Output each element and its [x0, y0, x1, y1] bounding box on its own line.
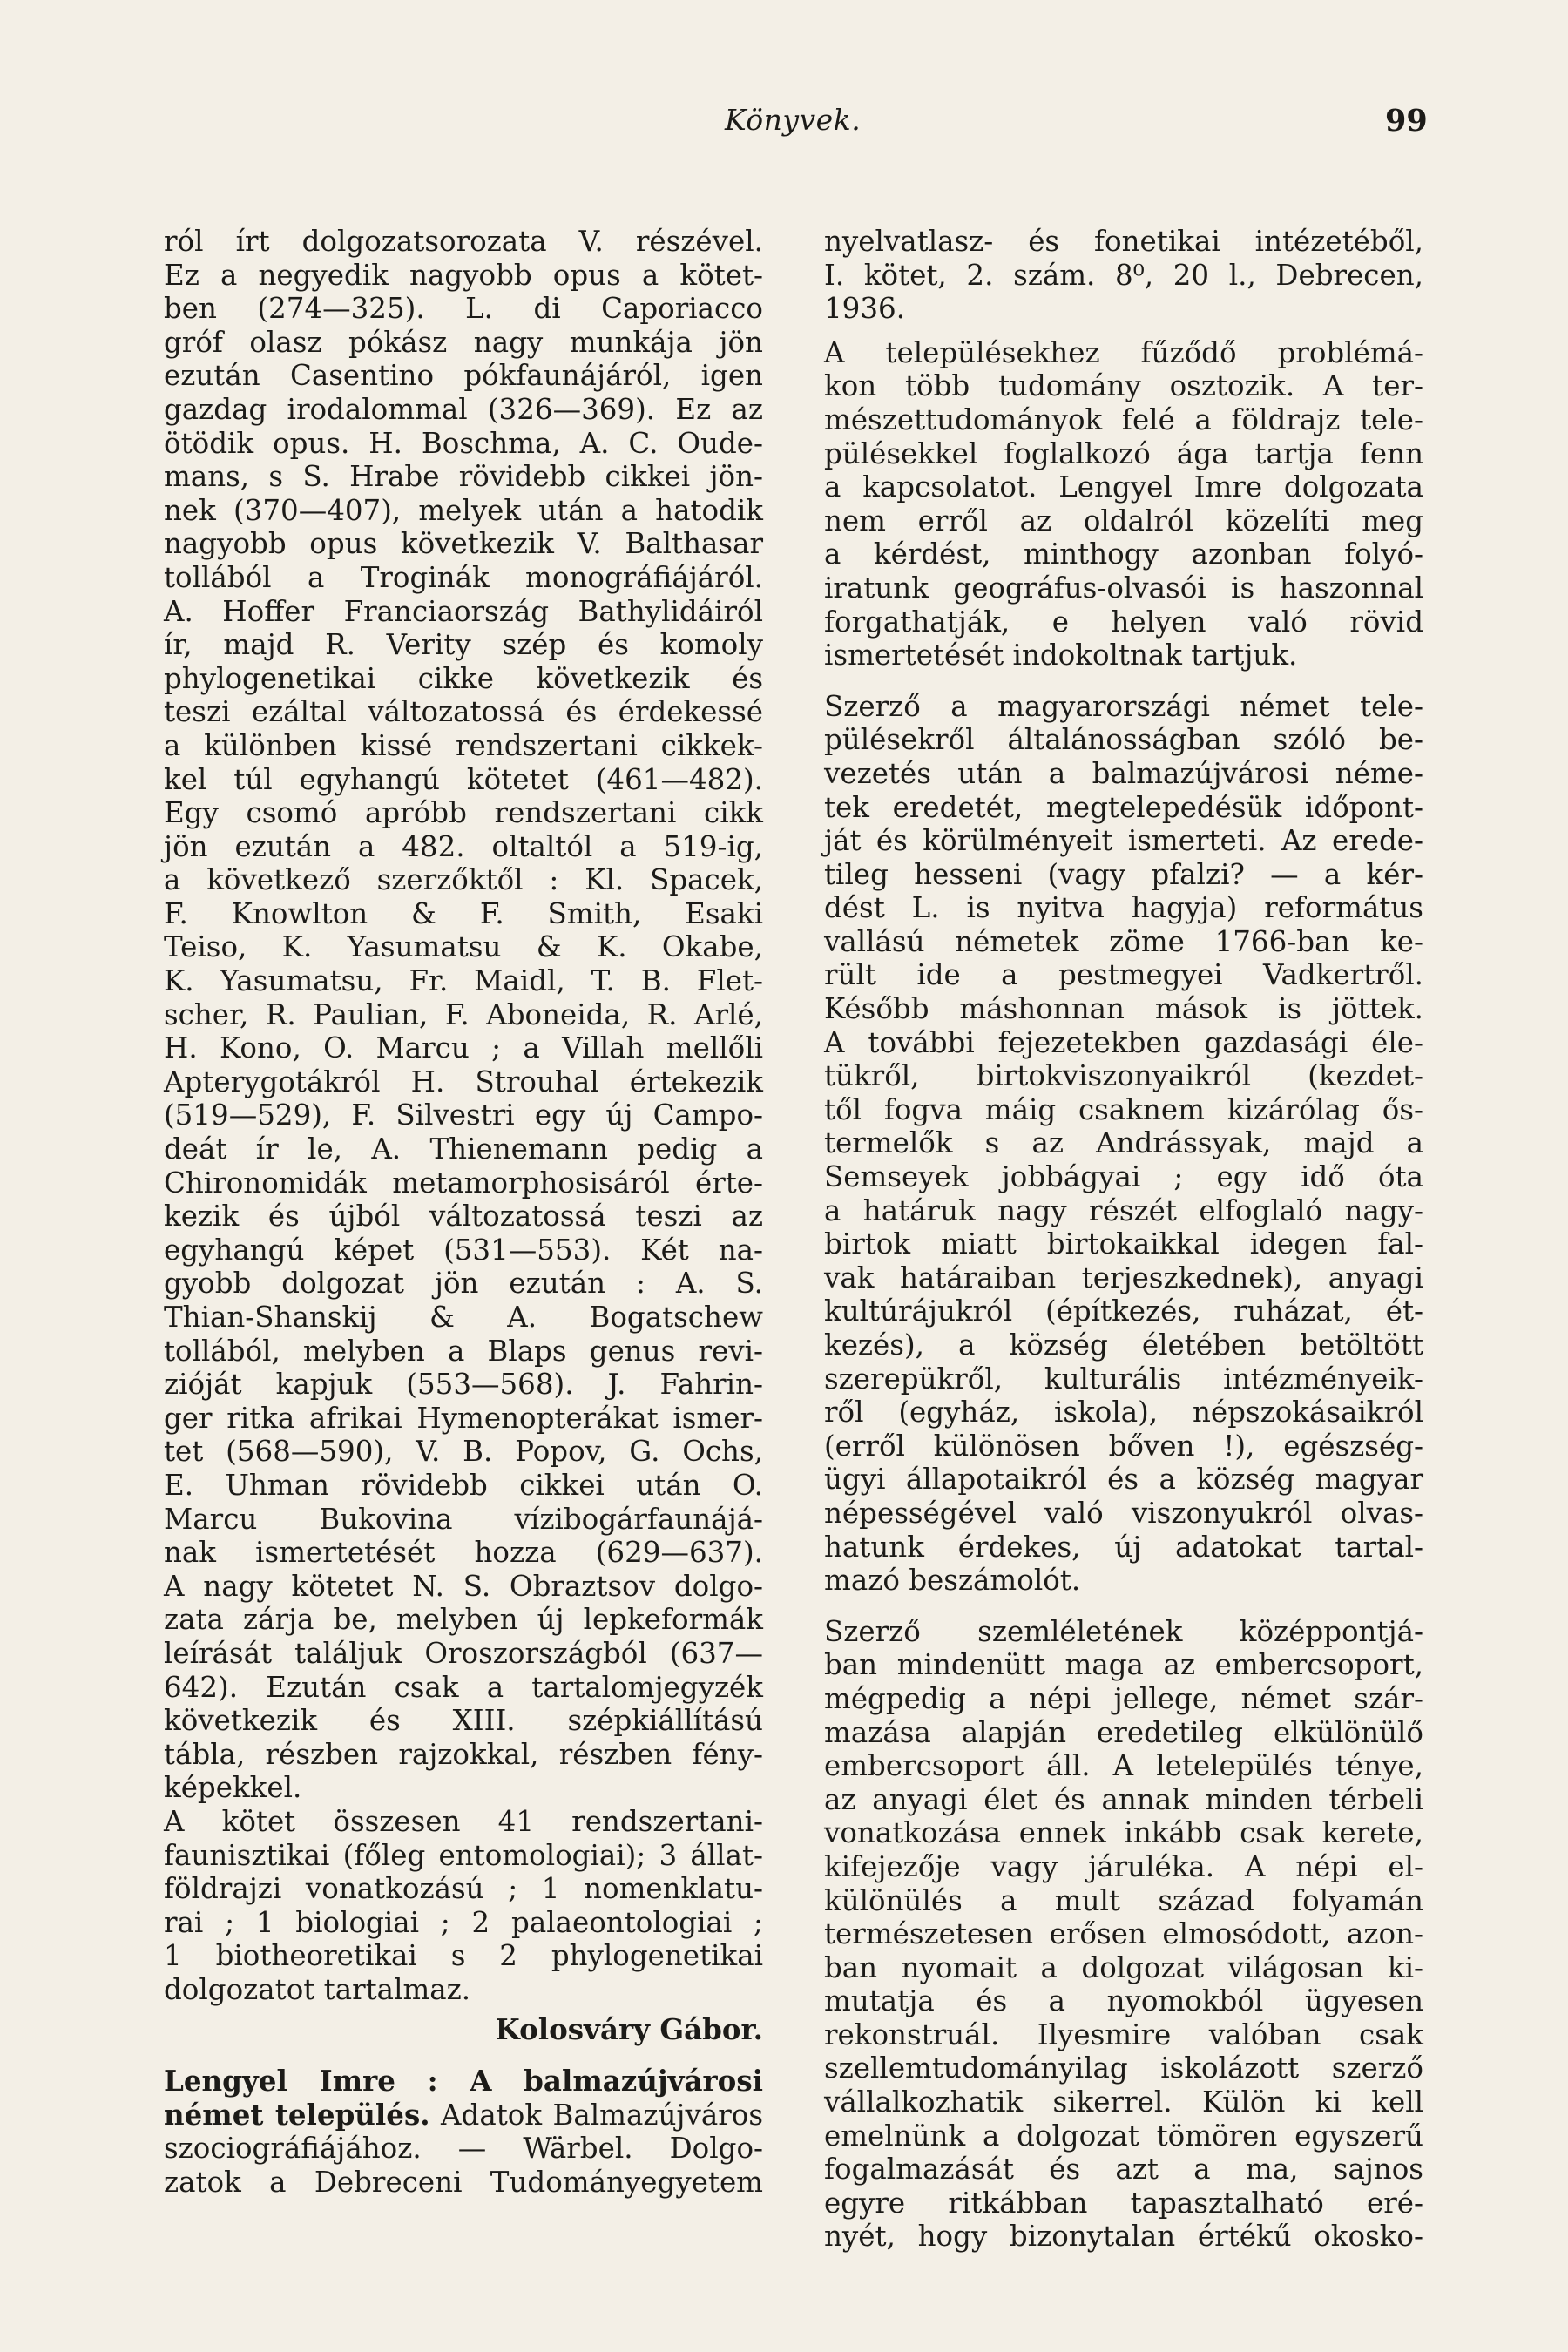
text-line: zata zárja be, melyben új lepkeformák — [164, 1603, 763, 1637]
text-line: 642). Ezután csak a tartalomjegyzék — [164, 1670, 763, 1704]
text-line: mazó beszámolót. — [824, 1564, 1081, 1598]
text-line: a kapcsolatot. Lengyel Imre dolgozata — [824, 470, 1423, 504]
text-line: (erről különösen bőven !), egészség- — [824, 1429, 1423, 1463]
text-line: ötödik opus. H. Boschma, A. C. Oude- — [164, 426, 763, 460]
text-line: (519—529), F. Silvestri egy új Campo- — [164, 1098, 763, 1132]
text-line: H. Kono, O. Marcu ; a Villah mellőli — [164, 1031, 763, 1065]
text-line: ról írt dolgozatsorozata V. részével. — [164, 225, 763, 258]
text-line: ben (274—325). L. di Caporiacco — [164, 292, 763, 326]
text-line: A nagy kötetet N. S. Obraztsov dolgo- — [164, 1569, 763, 1603]
review-heading-title-end: német település. — [164, 2097, 430, 2132]
text-line: képekkel. — [164, 1771, 302, 1805]
text-line: szerepükről, kulturális intézményeik- — [824, 1362, 1423, 1396]
text-line: ban mindenütt maga az embercsoport, — [824, 1648, 1423, 1682]
text-line: dést L. is nyitva hagyja) református — [824, 891, 1423, 925]
text-line: mazása alapján eredetileg elkülönülő — [824, 1715, 1423, 1749]
text-line: K. Yasumatsu, Fr. Maidl, T. B. Flet- — [164, 964, 763, 998]
text-line: tollából, melyben a Blaps genus revi- — [164, 1334, 763, 1368]
text-line: leírását találjuk Oroszországból (637— — [164, 1636, 763, 1670]
text-line: ezután Casentino pókfaunájáról, igen — [164, 359, 763, 393]
review-heading-line-1 — [164, 2065, 763, 2099]
text-line: F. Knowlton & F. Smith, Esaki — [164, 896, 763, 930]
reviewer-signature: Kolosváry Gábor. — [495, 2012, 763, 2047]
text-line: szociográfiájához. — Wärbel. Dolgo- — [164, 2132, 763, 2166]
review-heading-subtitle: Adatok Balmazújváros — [429, 2098, 763, 2132]
text-line: 1936. — [824, 292, 906, 326]
text-line: faunisztikai (főleg entomologiai); 3 állat- — [164, 1838, 763, 1872]
text-line: tábla, részben rajzokkal, részben fény- — [164, 1737, 763, 1771]
review-bibliography — [164, 2132, 763, 2199]
text-line: ír, majd R. Verity szép és komoly — [164, 628, 763, 662]
text-line: tükről, birtokviszonyaikról (kezdet- — [824, 1059, 1423, 1093]
page-number: 99 — [1385, 103, 1428, 139]
text-line: ját és körülményeit ismerteti. Az erede- — [824, 824, 1423, 858]
text-line: ban nyomait a dolgozat világosan ki- — [824, 1950, 1423, 1984]
left-column-body — [164, 225, 763, 1805]
text-line: egyre ritkábban tapasztalható eré- — [824, 2186, 1423, 2220]
text-line: dolgozatot tartalmaz. — [164, 1972, 471, 2006]
paragraph-content — [824, 690, 1423, 1598]
text-line: Apterygotákról H. Strouhal értekezik — [164, 1064, 763, 1098]
running-head — [0, 103, 1568, 155]
text-line: Szerző szemléletének középpontjá- — [824, 1614, 1423, 1648]
text-line: mégpedig a népi jellege, német szár- — [824, 1681, 1423, 1715]
text-line: teszi ezáltal változatossá és érdekessé — [164, 695, 763, 729]
text-line: A kötet összesen 41 rendszertani- — [164, 1804, 763, 1838]
bibliography-continuation — [824, 225, 1423, 326]
summary-paragraph — [164, 1805, 763, 2007]
text-line: nyelvatlasz- és fonetikai intézetéből, — [824, 225, 1423, 258]
text-line: természetesen erősen elmosódott, azon- — [824, 1917, 1423, 1951]
text-line: ismertetését indokoltnak tartjuk. — [824, 639, 1298, 672]
text-line: phylogenetikai cikke következik és — [164, 661, 763, 695]
text-line: nagyobb opus következik V. Balthasar — [164, 527, 763, 561]
text-line: tileg hesseni (vagy pfalzi? — a kér- — [824, 857, 1423, 891]
text-line: nak ismertetését hozza (629—637). — [164, 1536, 763, 1570]
text-line: hatunk érdekes, új adatokat tartal- — [824, 1530, 1423, 1564]
text-line: gazdag irodalommal (326—369). Ez az — [164, 392, 763, 426]
running-title: Könyvek. — [725, 103, 862, 137]
text-line: gyobb dolgozat jön ezután : A. S. — [164, 1267, 763, 1301]
text-line: rült ide a pestmegyei Vadkertről. — [824, 958, 1423, 992]
paragraph-evaluation — [824, 1615, 1423, 2254]
text-line: mans, s S. Hrabe rövidebb cikkei jön- — [164, 460, 763, 494]
text-line: zióját kapjuk (553—568). J. Fahrin- — [164, 1368, 763, 1402]
text-line: szellemtudományilag iskolázott szerző — [824, 2051, 1423, 2085]
text-line: ről (egyház, iskola), népszokásaikról — [824, 1396, 1423, 1429]
text-line: scher, R. Paulian, F. Aboneida, R. Arlé, — [164, 997, 763, 1031]
text-line: birtok miatt birtokaikkal idegen fal- — [824, 1227, 1423, 1261]
text-line: különülés a mult század folyamán — [824, 1883, 1423, 1917]
text-line: a következő szerzőktől : Kl. Spacek, — [164, 863, 763, 897]
right-column — [824, 225, 1423, 2254]
text-line: mutatja és a nyomokból ügyesen — [824, 1984, 1423, 2018]
review-heading-line-2 — [164, 2099, 763, 2132]
text-line: népességével való viszonyukról olvas- — [824, 1496, 1423, 1530]
text-line: Ez a negyedik nagyobb opus a kötet- — [164, 258, 763, 292]
text-line: az anyagi élet és annak minden térbeli — [824, 1782, 1423, 1816]
left-column — [164, 225, 763, 2199]
text-line: pülésekkel foglalkozó ága tartja fenn — [824, 436, 1423, 470]
text-line: vak határaiban terjeszkednek), anyagi — [824, 1260, 1423, 1294]
text-line: Szerző a magyarországi német tele- — [824, 689, 1423, 723]
text-line: Chironomidák metamorphosisáról érte- — [164, 1166, 763, 1200]
text-line: mészettudományok felé a földrajz tele- — [824, 402, 1423, 436]
text-line: rai ; 1 biologiai ; 2 palaeontologiai ; — [164, 1905, 763, 1939]
text-line: fogalmazását és azt a ma, sajnos — [824, 2153, 1423, 2186]
text-line: tet (568—590), V. B. Popov, G. Ochs, — [164, 1435, 763, 1469]
text-line: től fogva máig csaknem kizárólag ős- — [824, 1092, 1423, 1126]
text-line: rekonstruál. Ilyesmire valóban csak — [824, 2017, 1423, 2051]
text-line: gróf olasz pókász nagy munkája jön — [164, 325, 763, 359]
text-line: ger ritka afrikai Hymenopterákat ismer- — [164, 1401, 763, 1435]
text-line: vállalkozhatik sikerrel. Külön ki kell — [824, 2085, 1423, 2119]
text-line: Thian-Shanskij & A. Bogatschew — [164, 1301, 763, 1334]
text-line: kifejezője vagy járuléka. A népi el- — [824, 1849, 1423, 1883]
text-line: Marcu Bukovina vízibogárfaunájá- — [164, 1502, 763, 1536]
text-line: egyhangú képet (531—553). Két na- — [164, 1233, 763, 1267]
text-line: A további fejezetekben gazdasági éle- — [824, 1025, 1423, 1059]
text-line: vezetés után a balmazújvárosi néme- — [824, 756, 1423, 790]
text-line: 1 biotheoretikai s 2 phylogenetikai — [164, 1939, 763, 1973]
text-line: vonatkozása ennek inkább csak kerete, — [824, 1816, 1423, 1850]
text-line: a különben kissé rendszertani cikkek- — [164, 728, 763, 762]
text-line: földrajzi vonatkozású ; 1 nomenklatu- — [164, 1872, 763, 1906]
text-line: Semseyek jobbágyai ; egy idő óta — [824, 1160, 1423, 1194]
text-line: E. Uhman rövidebb cikkei után O. — [164, 1468, 763, 1502]
text-line: pülésekről általánosságban szóló be- — [824, 723, 1423, 757]
text-line: nyét, hogy bizonytalan értékű okosko- — [824, 2220, 1423, 2254]
paragraph-intro — [824, 336, 1423, 672]
text-line: Később máshonnan mások is jöttek. — [824, 992, 1423, 1026]
text-line: nek (370—407), melyek után a hatodik — [164, 493, 763, 527]
text-line: emelnünk a dolgozat tömören egyszerű — [824, 2119, 1423, 2153]
text-line: a kérdést, minthogy azonban folyó- — [824, 537, 1423, 571]
text-line: kezés), a község életében betöltött — [824, 1328, 1423, 1362]
text-line: deát ír le, A. Thienemann pedig a — [164, 1132, 763, 1166]
text-line: Egy csomó apróbb rendszertani cikk — [164, 796, 763, 830]
text-line: tollából a Troginák monográfiájáról. — [164, 560, 763, 594]
text-line: kultúrájukról (építkezés, ruházat, ét- — [824, 1294, 1423, 1328]
text-line: kel túl egyhangú kötetet (461—482). — [164, 762, 763, 796]
text-line: forgathatják, e helyen való rövid — [824, 605, 1423, 639]
text-line: embercsoport áll. A letelepülés ténye, — [824, 1749, 1423, 1783]
text-line: iratunk geográfus-olvasói is haszonnal — [824, 571, 1423, 605]
text-line: zatok a Debreceni Tudományegyetem — [164, 2165, 763, 2199]
text-line: kon több tudomány osztozik. A ter- — [824, 369, 1423, 403]
text-line: A településekhez fűződő problémá- — [824, 335, 1423, 369]
text-line: következik és XIII. szépkiállítású — [164, 1704, 763, 1738]
text-line: jön ezután a 482. oltaltól a 519-ig, — [164, 829, 763, 863]
text-line: a határuk nagy részét elfoglaló nagy- — [824, 1193, 1423, 1227]
text-line: termelők s az Andrássyak, majd a — [824, 1126, 1423, 1160]
text-line: vallású németek zöme 1766-ban ke- — [824, 924, 1423, 958]
review-heading-author-title: Lengyel Imre : A balmazújvárosi — [164, 2064, 763, 2099]
text-line: kezik és újból változatossá teszi az — [164, 1200, 763, 1233]
text-line: ügyi állapotaikról és a község magyar — [824, 1463, 1423, 1497]
text-line: I. kötet, 2. szám. 8⁰, 20 l., Debrecen, — [824, 258, 1423, 292]
text-line: nem erről az oldalról közelíti meg — [824, 504, 1423, 537]
text-line: tek eredetét, megtelepedésük időpont- — [824, 790, 1423, 824]
text-line: A. Hoffer Franciaország Bathylidáiról — [164, 594, 763, 628]
text-line: Teiso, K. Yasumatsu & K. Okabe, — [164, 930, 763, 964]
